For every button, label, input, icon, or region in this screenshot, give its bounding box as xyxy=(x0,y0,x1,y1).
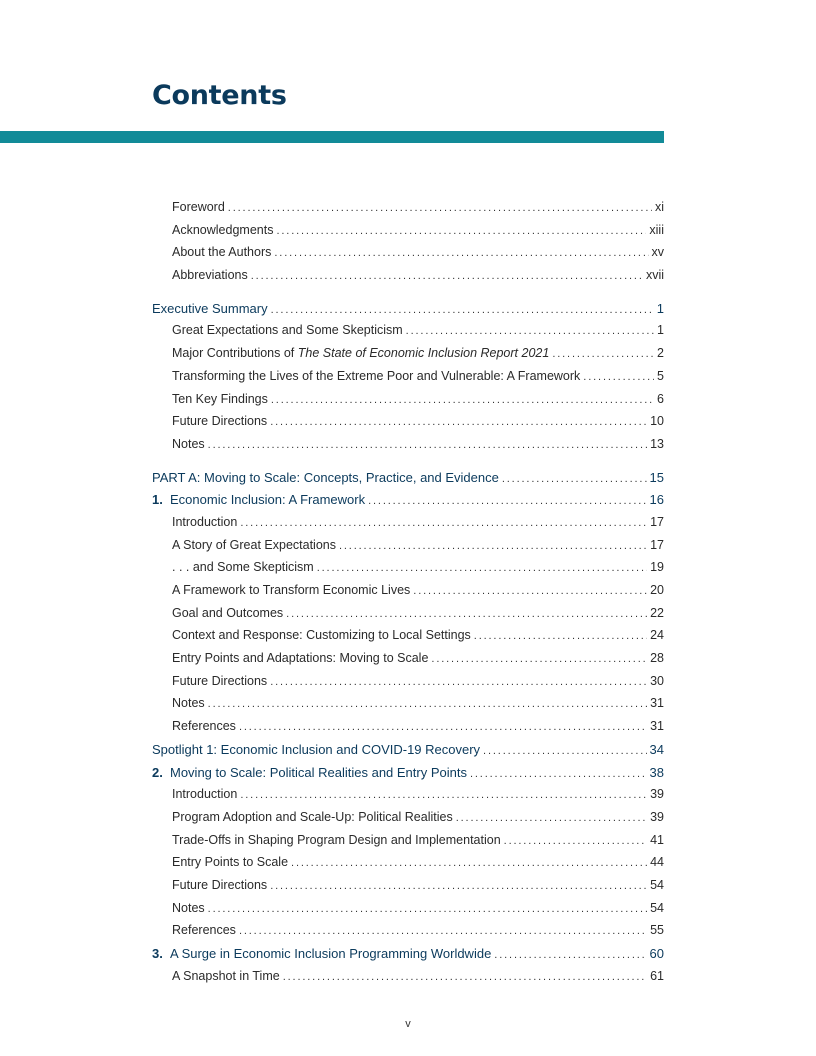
toc-entry-label xyxy=(172,268,248,282)
dot-leader xyxy=(474,630,647,642)
toc-entry[interactable] xyxy=(152,223,664,246)
toc-entry[interactable] xyxy=(152,969,664,992)
toc-entry-page: 54 xyxy=(650,900,664,915)
toc-entry[interactable] xyxy=(152,923,664,946)
toc-entry-label-text: Program Adoption and Scale-Up: Political Realities xyxy=(172,809,453,824)
toc-entry-label-italic: The State of Economic Inclusion Report 2021 xyxy=(297,346,550,361)
toc-entry-label xyxy=(172,392,268,406)
dot-leader xyxy=(270,880,647,892)
toc-entry-page: 20 xyxy=(650,583,664,597)
toc-entry-label-text: Transforming the Lives of the Extreme Poor and Vulnerable: A Framework xyxy=(172,368,581,383)
toc-entry-label-text: Context and Response: Customizing to Local Settings xyxy=(172,628,471,643)
toc-entry-page: 61 xyxy=(650,968,664,983)
toc-entry-label-text: A Framework to Transform Economic Lives xyxy=(172,583,411,597)
toc-entry-number: 1. xyxy=(152,492,163,508)
dot-leader xyxy=(406,325,654,337)
toc-entry-label xyxy=(172,969,280,983)
toc-entry-label-text: Notes xyxy=(172,696,205,711)
toc-entry-label xyxy=(152,301,268,316)
toc-entry-page: 1 xyxy=(656,300,664,316)
toc-entry-label xyxy=(170,765,467,780)
toc-entry-label-text: Future Directions xyxy=(172,877,268,892)
dot-leader xyxy=(270,676,647,688)
dot-leader xyxy=(317,562,647,574)
dot-leader xyxy=(368,495,646,507)
dot-leader xyxy=(494,949,646,961)
toc-entry-page: 13 xyxy=(650,436,664,451)
toc-entry-label xyxy=(172,628,471,642)
dot-leader xyxy=(502,473,647,485)
toc-entry-number: 3. xyxy=(152,946,163,961)
toc-entry-label xyxy=(172,369,580,383)
toc-entry[interactable] xyxy=(152,583,664,606)
dot-leader xyxy=(470,768,647,780)
toc-entry-page: xiii xyxy=(649,222,664,237)
toc-entry-label xyxy=(172,719,236,733)
toc-entry-page: 31 xyxy=(650,696,664,711)
dot-leader xyxy=(431,653,647,665)
toc-entry-label xyxy=(172,200,225,214)
toc-entry-page: 38 xyxy=(649,764,664,780)
dot-leader xyxy=(283,971,647,983)
toc-entry[interactable] xyxy=(152,323,664,346)
toc-entry[interactable] xyxy=(152,437,664,460)
toc-entry[interactable] xyxy=(152,651,664,674)
toc-entry-label xyxy=(172,901,205,915)
toc-entry-label-text: Moving to Scale: Political Realities and Entry Points xyxy=(170,764,467,780)
table-of-contents xyxy=(152,200,664,991)
toc-entry-page: 19 xyxy=(650,560,664,575)
toc-entry-label-text: . . . and Some Skepticism xyxy=(172,560,314,575)
toc-entry-label-text: Acknowledgments xyxy=(172,222,274,237)
dot-leader xyxy=(456,812,647,824)
toc-entry[interactable] xyxy=(152,765,664,788)
toc-entry-page: 39 xyxy=(650,809,664,824)
dot-leader xyxy=(239,925,647,937)
dot-leader xyxy=(339,540,647,552)
dot-leader xyxy=(276,225,646,237)
toc-entry-label-text: Economic Inclusion: A Framework xyxy=(170,492,366,508)
dot-leader xyxy=(208,698,647,710)
dot-leader xyxy=(413,585,647,597)
toc-entry[interactable] xyxy=(152,515,664,538)
toc-entry-label-text: Great Expectations and Some Skepticism xyxy=(172,323,403,338)
toc-entry-page: 55 xyxy=(650,923,664,938)
toc-entry-label xyxy=(152,742,480,757)
toc-entry-page: 17 xyxy=(650,514,664,529)
toc-entry-label-text: Ten Key Findings xyxy=(172,391,268,406)
toc-entry-page: 39 xyxy=(650,787,664,802)
toc-entry-page: 2 xyxy=(657,346,664,361)
toc-entry-label-text: References xyxy=(172,719,236,734)
toc-entry-page: 60 xyxy=(649,946,664,961)
toc-entry-label xyxy=(172,437,205,451)
toc-entry[interactable] xyxy=(152,855,664,878)
dot-leader xyxy=(286,608,647,620)
toc-entry-label-text: Entry Points to Scale xyxy=(172,855,289,870)
toc-entry[interactable] xyxy=(152,200,664,223)
toc-entry-label-text: Goal and Outcomes xyxy=(172,605,284,620)
toc-entry-label xyxy=(172,414,267,428)
toc-entry[interactable] xyxy=(152,414,664,437)
toc-entry-page: xvii xyxy=(645,268,664,283)
toc-entry-label-text: Future Directions xyxy=(172,673,268,688)
toc-entry-page: 24 xyxy=(650,628,664,643)
toc-entry-label-text: Abbreviations xyxy=(172,268,248,283)
toc-entry-label-text: Introduction xyxy=(172,514,238,529)
toc-entry-label-text: Notes xyxy=(172,900,205,915)
toc-entry-label xyxy=(172,245,271,259)
toc-entry-label-text: A Surge in Economic Inclusion Programming Worldwide xyxy=(170,946,492,961)
toc-entry[interactable] xyxy=(152,245,664,268)
toc-entry-label xyxy=(172,651,428,665)
dot-leader xyxy=(240,517,647,529)
toc-entry-page: 31 xyxy=(650,719,664,734)
toc-entry-label xyxy=(172,787,237,801)
title-rule xyxy=(0,131,664,143)
toc-entry[interactable] xyxy=(152,346,664,369)
toc-entry-page: 6 xyxy=(657,391,664,406)
toc-entry-page: 34 xyxy=(649,741,664,757)
toc-entry-label-text: Major Contributions of xyxy=(172,346,298,361)
toc-entry-label-text: Executive Summary xyxy=(152,300,268,316)
dot-leader xyxy=(271,394,654,406)
toc-entry[interactable] xyxy=(152,674,664,697)
toc-entry-label xyxy=(172,833,501,847)
toc-entry-label-text: Foreword xyxy=(172,200,225,214)
toc-entry[interactable] xyxy=(152,560,664,583)
page-title: Contents xyxy=(152,80,287,111)
toc-entry-page: 41 xyxy=(650,832,664,847)
toc-entry-label xyxy=(172,223,273,237)
dot-leader xyxy=(270,416,647,428)
toc-entry-page: 5 xyxy=(657,368,664,383)
toc-entry-label xyxy=(172,923,236,937)
toc-entry-page: 44 xyxy=(650,855,664,870)
toc-entry[interactable] xyxy=(152,810,664,833)
toc-entry[interactable] xyxy=(152,392,664,415)
toc-entry-label xyxy=(172,560,314,574)
toc-entry[interactable] xyxy=(152,301,664,324)
toc-entry[interactable] xyxy=(152,606,664,629)
toc-entry-page: 15 xyxy=(649,469,664,485)
toc-entry-label xyxy=(172,583,410,597)
toc-entry[interactable] xyxy=(152,878,664,901)
toc-entry[interactable] xyxy=(152,538,664,561)
toc-entry-label xyxy=(172,810,453,824)
toc-entry-label xyxy=(152,470,499,485)
toc-entry-page: xi xyxy=(654,200,664,214)
dot-leader xyxy=(274,247,648,259)
toc-entry-label-text: PART A: Moving to Scale: Concepts, Practice, and Evidence xyxy=(152,469,499,485)
toc-entry-number: 2. xyxy=(152,764,163,780)
dot-leader xyxy=(291,857,647,869)
toc-entry-label-text: Introduction xyxy=(172,787,238,802)
dot-leader xyxy=(208,903,647,915)
dot-leader xyxy=(228,202,652,214)
toc-entry-page: 16 xyxy=(649,492,664,508)
toc-entry-page: 28 xyxy=(650,651,664,666)
toc-entry[interactable] xyxy=(152,901,664,924)
toc-entry[interactable] xyxy=(152,369,664,392)
dot-leader xyxy=(583,371,654,383)
dot-leader xyxy=(504,835,647,847)
toc-entry-page: 10 xyxy=(650,414,664,429)
toc-entry-label xyxy=(172,696,205,710)
toc-entry-label-text: Spotlight 1: Economic Inclusion and COVID-19 Recovery xyxy=(152,741,481,757)
toc-entry[interactable] xyxy=(152,492,664,515)
toc-entry-page: 22 xyxy=(650,605,664,620)
toc-entry-label xyxy=(172,346,549,360)
toc-entry-label xyxy=(172,323,403,337)
dot-leader xyxy=(271,304,654,316)
dot-leader xyxy=(208,439,647,451)
toc-entry-page: 17 xyxy=(650,537,664,552)
toc-entry[interactable] xyxy=(152,268,664,291)
toc-entry-page: 30 xyxy=(650,673,664,688)
toc-entry[interactable] xyxy=(152,742,664,765)
toc-entry-label xyxy=(172,855,288,869)
toc-entry-label xyxy=(170,492,365,507)
toc-entry-label xyxy=(172,878,267,892)
toc-entry-page: 1 xyxy=(657,323,664,338)
toc-entry-label xyxy=(170,946,491,961)
toc-entry-label xyxy=(172,606,283,620)
dot-leader xyxy=(240,789,647,801)
toc-entry[interactable] xyxy=(152,946,664,969)
dot-leader xyxy=(552,348,654,360)
toc-entry[interactable] xyxy=(152,833,664,856)
toc-entry[interactable] xyxy=(152,719,664,742)
dot-leader xyxy=(483,745,646,757)
toc-entry[interactable] xyxy=(152,628,664,651)
toc-entry-label xyxy=(172,674,267,688)
dot-leader xyxy=(251,270,643,282)
toc-entry-label xyxy=(172,515,237,529)
toc-entry[interactable] xyxy=(152,787,664,810)
page-number: v xyxy=(405,1018,411,1030)
toc-entry-page: xv xyxy=(651,245,664,260)
toc-entry[interactable] xyxy=(152,696,664,719)
toc-entry-label xyxy=(172,538,336,552)
toc-entry-label-text: Entry Points and Adaptations: Moving to Scale xyxy=(172,651,429,666)
dot-leader xyxy=(239,721,647,733)
toc-entry-label-text: References xyxy=(172,923,236,938)
toc-entry-label-text: Future Directions xyxy=(172,414,268,429)
toc-entry-page: 54 xyxy=(650,877,664,892)
toc-entry-label-text: About the Authors xyxy=(172,245,272,260)
toc-entry[interactable] xyxy=(152,470,664,493)
toc-entry-label-text: Trade-Offs in Shaping Program Design and Implementation xyxy=(172,832,501,847)
toc-entry-label-text: A Story of Great Expectations xyxy=(172,537,336,552)
toc-entry-label-text: A Snapshot in Time xyxy=(172,968,280,983)
toc-entry-label-text: Notes xyxy=(172,436,205,451)
